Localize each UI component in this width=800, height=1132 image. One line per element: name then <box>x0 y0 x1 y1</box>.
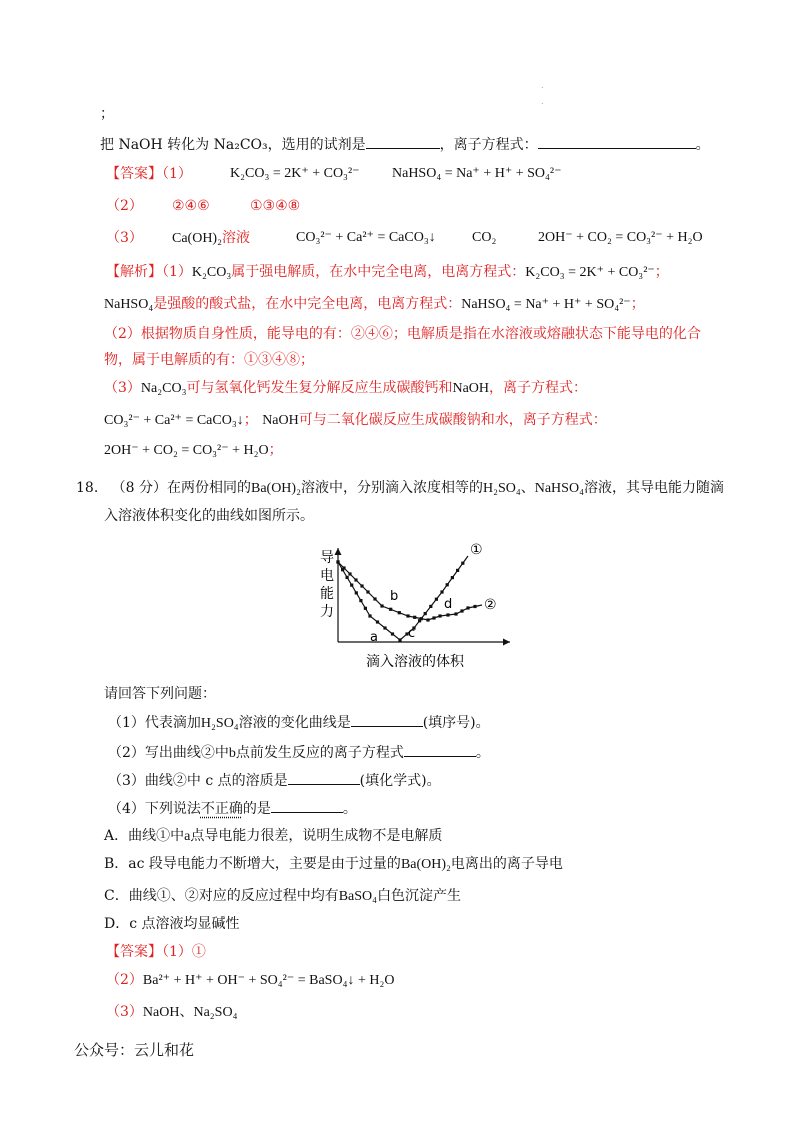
curve-marker <box>413 616 416 619</box>
option-text: 点导电能力很差，说明生成物不是电解质 <box>190 828 443 844</box>
curve-marker <box>346 576 349 579</box>
curve-marker <box>454 612 457 615</box>
curve-marker <box>391 632 394 635</box>
option-text: C．曲线①、②对应的反应过程中均有 <box>104 888 339 904</box>
curve-marker <box>398 611 401 614</box>
answer-value: ②④⑥ <box>172 198 210 214</box>
question-text: (填化学式)。 <box>359 773 441 789</box>
question-text: （3）曲线②中 c 点的溶质是 <box>108 773 288 789</box>
analysis-tag: 【解析】 <box>106 264 162 280</box>
curve-marker <box>420 617 423 620</box>
analysis-line-1 <box>106 262 669 283</box>
curve-marker <box>368 614 371 617</box>
question-text: 。 <box>475 745 490 761</box>
analysis-text: 可与二氧化碳反应生成碳酸钠和水，离子方程式： <box>298 412 607 428</box>
prev-question-line <box>100 134 710 155</box>
sub-question-2 <box>108 742 490 764</box>
part-number: （3） <box>104 380 141 396</box>
curve-2-markers <box>336 560 476 621</box>
question-text: ，离子方程式： <box>439 137 538 153</box>
answer-value: ①③④⑧ <box>250 198 301 214</box>
part-number: （2） <box>106 198 143 214</box>
point-b-label: b <box>390 589 399 604</box>
ylabel-char: 能 <box>320 586 334 602</box>
curve-marker <box>360 584 363 587</box>
answer-blank <box>271 798 343 813</box>
curve-marker <box>376 620 379 623</box>
chem-formula: H₂SO₄、NaHSO₄ <box>482 481 584 496</box>
point-ref: b <box>228 746 236 761</box>
ionization-equation: K₂CO₃ = 2K⁺ + CO₃²⁻ <box>525 265 655 280</box>
point-d-label: d <box>444 597 453 612</box>
question-text: (填序号)。 <box>422 715 490 731</box>
ionization-equation: K₂CO₃ = 2K⁺ + CO₃²⁻ <box>230 166 360 181</box>
answer-tag: 【答案】 <box>106 944 162 960</box>
q18-answer-1 <box>106 942 206 962</box>
option-d: D．c 点溶液均显碱性 <box>104 916 240 932</box>
curve-marker <box>359 599 362 602</box>
corner-mark: . <box>541 81 544 90</box>
chem-formula: NaOH <box>452 381 490 396</box>
analysis-text: 可与氢氧化钙发生复分解反应生成碳酸钙和 <box>186 380 453 396</box>
emphasis-text: 不正确 <box>200 801 243 817</box>
curve-marker <box>424 612 427 615</box>
punctuation: ； <box>630 296 645 312</box>
question-text: （4）下列说法 <box>108 801 201 817</box>
question-text: （1）代表滴加 <box>108 715 201 731</box>
answer-blank <box>404 742 476 757</box>
curve-marker <box>446 613 449 616</box>
sub-question-1 <box>108 712 490 734</box>
conductivity-figure <box>310 530 520 675</box>
chem-formula: NaOH、Na₂SO₄ <box>142 1005 238 1020</box>
chem-formula: Ca(OH)₂ <box>172 231 222 246</box>
curve-marker <box>336 560 339 563</box>
option-b <box>104 854 563 875</box>
answer-tag: 【答案】 <box>106 166 162 182</box>
ionic-equation: CO₃²⁻ + Ca²⁺ = CaCO₃↓ <box>296 230 436 245</box>
chem-formula: Na₂CO₃ <box>140 381 187 396</box>
ionic-equation: 2OH⁻ + CO₂ = CO₃²⁻ + H₂O <box>538 230 703 245</box>
curve-marker <box>429 605 432 608</box>
point-ref: a <box>184 829 191 844</box>
curve-1-label: ① <box>470 542 483 558</box>
x-axis-label: 滴入溶液的体积 <box>366 654 464 670</box>
part-number: （1） <box>162 166 192 182</box>
question-text: 的是 <box>242 801 271 817</box>
question-18-stem-cont: 入溶液体积变化的曲线如图所示。 <box>104 508 314 524</box>
ionic-equation: CO₃²⁻ + Ca²⁺ = CaCO₃↓ <box>104 413 244 428</box>
analysis-line-4: 物，属于电解质的有：①③④⑧； <box>104 352 314 368</box>
reagent-answer <box>172 228 250 249</box>
punctuation: ； <box>654 264 669 280</box>
option-text: A．曲线①中 <box>104 828 185 844</box>
option-text: B．ac 段导电能力不断增大，主要是由于过量的 <box>104 856 401 872</box>
ylabel-char: 导 <box>320 550 334 566</box>
question-text: 点前发生反应的离子方程式 <box>235 745 404 761</box>
question-text: 把 NaOH 转化为 Na₂CO₃，选用的试剂是 <box>100 137 366 153</box>
prompt: 请回答下列问题： <box>104 686 216 702</box>
footer-watermark: 公众号：云儿和花 <box>74 1041 195 1059</box>
q18-answer-2 <box>106 970 394 991</box>
chem-formula: Ba(OH)₂ <box>400 857 451 872</box>
ionic-equation: Ba²⁺ + H⁺ + OH⁻ + SO₄²⁻ = BaSO₄↓ + H₂O <box>142 973 395 988</box>
chem-formula: NaHSO₄ <box>104 297 154 312</box>
sub-question-4 <box>108 798 357 819</box>
question-number: 18. <box>76 480 99 496</box>
curve-marker <box>350 584 353 587</box>
curve-marker <box>432 616 435 619</box>
question-text: 溶液的变化曲线是 <box>238 715 351 731</box>
curve-marker <box>389 608 392 611</box>
curve-marker <box>354 578 357 581</box>
curve-marker <box>342 566 345 569</box>
answer-line-1 <box>106 164 192 184</box>
question-text: 溶液，其导电能力随滴 <box>583 480 724 496</box>
chem-formula: CO₂ <box>472 230 497 245</box>
question-18-stem <box>76 478 724 499</box>
corner-mark: . <box>541 97 544 106</box>
answer-text: 溶液 <box>221 230 250 246</box>
point-a-label: a <box>370 630 378 645</box>
answer-blank <box>538 134 696 149</box>
curve-marker <box>435 598 438 601</box>
sub-question-3 <box>108 770 441 791</box>
ylabel-char: 电 <box>320 568 334 584</box>
curve-marker <box>380 604 383 607</box>
chem-formula: H₂SO₄ <box>200 716 239 731</box>
option-c <box>104 886 461 907</box>
part-number: （3） <box>106 1004 143 1020</box>
ionization-equation: NaHSO₄ = Na⁺ + H⁺ + SO₄²⁻ <box>461 297 631 312</box>
curve-marker <box>355 591 358 594</box>
part-number: （1） <box>162 264 192 280</box>
question-text: 。 <box>695 137 710 153</box>
point-c-label: c <box>408 626 416 641</box>
chem-formula: BaSO₄ <box>338 889 378 904</box>
punctuation: ； <box>243 412 258 428</box>
chem-formula: NaOH <box>262 413 299 428</box>
curve-marker <box>460 609 463 612</box>
analysis-line-2 <box>104 294 645 315</box>
curve-marker <box>446 583 449 586</box>
curve-marker <box>473 605 476 608</box>
option-a <box>104 826 442 847</box>
question-text: （8 分）在两份相同的 <box>111 480 251 496</box>
curve-marker <box>456 569 459 572</box>
part-number: （2） <box>106 972 143 988</box>
curve-marker <box>364 607 367 610</box>
curve-marker <box>438 614 441 617</box>
chem-formula: K₂CO₃ <box>191 265 232 280</box>
curve-marker <box>348 572 351 575</box>
curve-marker <box>366 590 369 593</box>
curve-marker <box>440 590 443 593</box>
question-text: 。 <box>342 801 357 817</box>
curve-marker <box>426 618 429 621</box>
analysis-line-3: （2）根据物质自身性质，能导电的有：②④⑥；电解质是指在水溶液或熔融状态下能导电的化合 <box>104 326 701 342</box>
analysis-text: 是强酸的酸式盐，在水中完全电离，电离方程式： <box>153 296 462 312</box>
option-text: 电离出的离子导电 <box>450 856 563 872</box>
curve-marker <box>383 626 386 629</box>
answer-blank <box>351 712 423 727</box>
curve-marker <box>373 597 376 600</box>
analysis-text: 属于强电解质，在水中完全电离，电离方程式： <box>231 264 526 280</box>
analysis-line-6 <box>104 410 607 431</box>
analysis-line-7 <box>104 440 283 461</box>
stray-semicolon: ； <box>100 106 114 122</box>
chem-formula: Ba(OH)₂ <box>250 481 301 496</box>
curve-marker <box>398 638 401 641</box>
analysis-text: ，离子方程式： <box>489 380 588 396</box>
question-text: 溶液中，分别滴入浓度相等的 <box>300 480 483 496</box>
ionization-equation: NaHSO₄ = Na⁺ + H⁺ + SO₄²⁻ <box>392 166 562 181</box>
q18-answer-3 <box>106 1002 237 1023</box>
punctuation: ； <box>268 442 283 458</box>
analysis-line-5 <box>104 378 587 399</box>
part-number: （3） <box>106 230 143 246</box>
option-text: 白色沉淀产生 <box>377 888 462 904</box>
curve-2-label: ② <box>484 597 497 613</box>
answer-blank <box>288 770 360 785</box>
curve-marker <box>461 562 464 565</box>
answer-blank <box>366 134 440 149</box>
question-text: （2）写出曲线②中 <box>108 745 229 761</box>
curve-marker <box>406 614 409 617</box>
ylabel-char: 力 <box>320 604 334 620</box>
ionic-equation: 2OH⁻ + CO₂ = CO₃²⁻ + H₂O <box>104 443 269 458</box>
answer-value: （1）① <box>162 944 206 960</box>
curve-marker <box>451 576 454 579</box>
curve-marker <box>466 606 469 609</box>
